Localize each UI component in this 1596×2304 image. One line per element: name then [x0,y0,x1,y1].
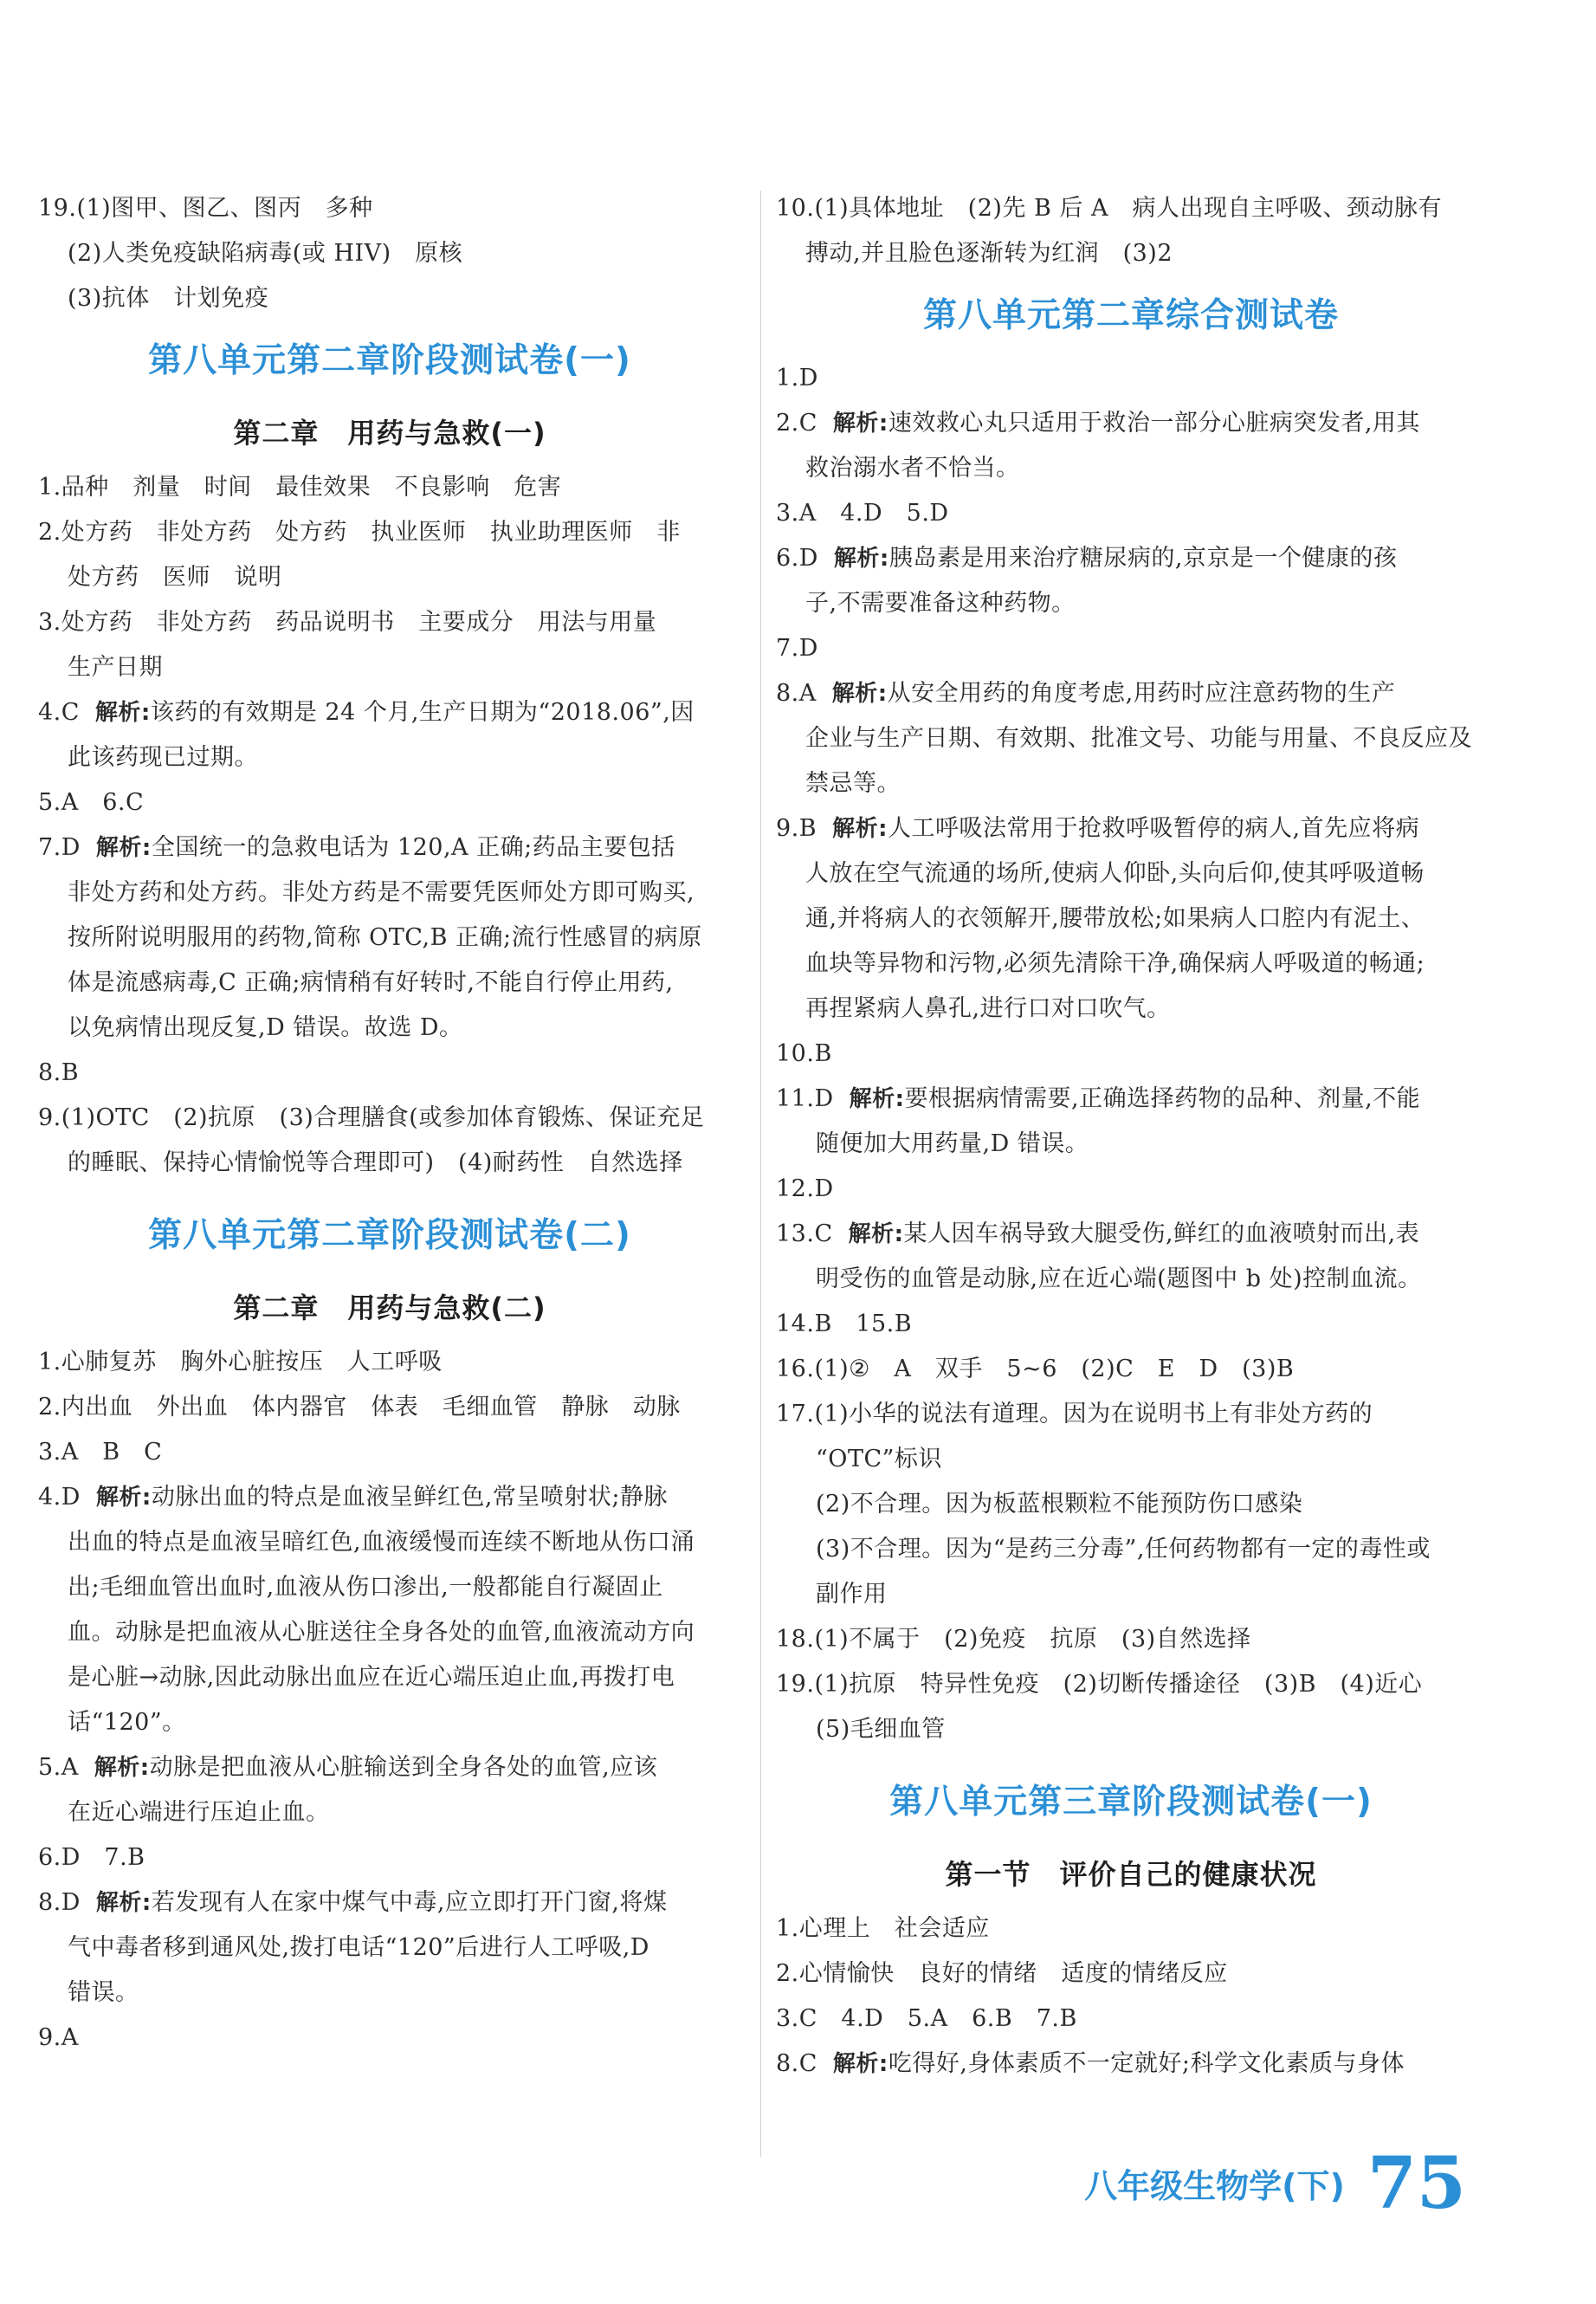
answer-line [38,1475,741,1520]
answer-text: 人工呼吸法常用于抢救呼吸暂停的病人,首先应将病 [888,815,1420,842]
answer-line [776,671,1486,716]
answer-text: 按所附说明服用的药物,简称 OTC,B 正确;流行性感冒的病原 [68,924,702,951]
answer-line [38,231,741,276]
answer-line [38,1610,741,1655]
answer-text: 明受伤的血管是动脉,应在近心端(题图中 b 处)控制血流。 [816,1265,1422,1292]
answer-line [776,536,1486,581]
answer-line [776,761,1486,806]
analysis-label: 解析: [95,1890,152,1916]
answer-line [776,806,1486,851]
answer-number: 8.D [38,1889,81,1916]
section-4-answers [776,1906,1486,2087]
answer-text: 2.处方药 非处方药 处方药 执业医师 执业助理医师 非 [38,519,681,546]
page-footer [1084,2142,1466,2225]
answer-line [776,1392,1486,1437]
answer-number: 7.D [38,834,81,861]
answer-text: 9.A [38,2024,79,2051]
answer-line [38,1385,741,1430]
answer-line [38,1971,741,2016]
answer-line [776,1167,1486,1212]
analysis-label: 解析: [94,700,151,726]
answer-line [38,1880,741,1925]
answer-line [38,1340,741,1385]
answer-line [776,446,1486,491]
answer-line [38,780,741,825]
right-column [776,186,1486,2087]
answer-line [776,1951,1486,1997]
section-subtitle-1: 第二章 用药与急救(一) [233,417,546,450]
analysis-label: 解析: [95,835,152,861]
answer-text: 动脉是把血液从心脏输送到全身各处的血管,应该 [149,1754,658,1781]
answer-text: 非处方药和处方药。非处方药是不需要凭医师处方即可购买, [68,879,695,906]
answer-line [38,916,741,961]
answer-line [776,231,1486,276]
answer-line [776,491,1486,536]
answer-number: 8.A [776,680,817,707]
answer-text: 3.处方药 非处方药 药品说明书 主要成分 用法与用量 [38,609,657,636]
answer-line [38,186,741,231]
answer-text: (5)毛细血管 [816,1716,946,1743]
answer-line [38,645,741,690]
answer-line [776,987,1486,1032]
answer-line [38,1700,741,1745]
answer-text: 18.(1)不属于 (2)免疫 抗原 (3)自然选择 [776,1626,1251,1653]
answer-text: 某人因车祸导致大腿受伤,鲜红的血液喷射而出,表 [903,1220,1420,1247]
answer-line [38,1051,741,1096]
answer-text: 处方药 医师 说明 [68,564,282,591]
analysis-label: 解析: [95,1485,152,1511]
answer-text: 此该药现已过期。 [68,744,258,771]
answer-number: 9.B [776,815,817,842]
answer-text: 在近心端进行压迫止血。 [68,1799,330,1826]
answer-number: 6.D [776,545,818,572]
answer-line [776,581,1486,626]
analysis-label: 解析: [849,1086,905,1112]
answer-line [38,1141,741,1186]
answer-text: 16.(1)② A 双手 5~6 (2)C E D (3)B [776,1356,1295,1382]
section-title-3: 第八单元第二章综合测试卷 [922,296,1339,335]
answer-text: 1.心肺复苏 胸外心脏按压 人工呼吸 [38,1349,443,1375]
answer-text: 的睡眠、保持心情愉悦等合理即可) (4)耐药性 自然选择 [68,1149,683,1176]
answer-text: 搏动,并且脸色逐渐转为红润 (3)2 [805,240,1173,267]
answer-line [38,600,741,645]
left-column [38,186,741,2061]
answer-line [38,555,741,600]
answer-text: 血。动脉是把血液从心脏送往全身各处的血管,血液流动方向 [68,1619,695,1646]
answer-text: 胰岛素是用来治疗糖尿病的,京京是一个健康的孩 [888,545,1398,572]
answer-text: 随便加大用药量,D 错误。 [816,1130,1089,1157]
answer-text: 通,并将病人的衣领解开,腰带放松;如果病人口腔内有泥土、 [805,905,1425,932]
answer-line [38,961,741,1006]
answer-text: 气中毒者移到通风处,拨打电话“120”后进行人工呼吸,D [68,1934,649,1961]
answer-line [38,465,741,510]
answer-line [776,1572,1486,1617]
answer-line [776,1032,1486,1077]
answer-line [776,1302,1486,1347]
section-title-1: 第八单元第二章阶段测试卷(一) [148,341,631,380]
answer-text: 错误。 [68,1979,139,2006]
answer-line [776,1347,1486,1392]
section-subtitle-4: 第一节 评价自己的健康状况 [945,1858,1317,1891]
answer-line [776,716,1486,761]
answer-line [776,1707,1486,1752]
answer-line [776,1077,1486,1122]
answer-line [38,276,741,321]
analysis-label: 解析: [832,411,888,437]
answer-line [776,626,1486,671]
answer-text: “OTC”标识 [816,1446,942,1472]
analysis-label: 解析: [832,816,888,842]
answer-line [38,1430,741,1475]
answer-text: (3)抗体 计划免疫 [68,285,269,312]
answer-text: 要根据病情需要,正确选择药物的品种、剂量,不能 [904,1085,1421,1112]
answer-text: 出;毛细血管出血时,血液从伤口渗出,一般都能自行凝固止 [68,1574,663,1601]
answer-line [776,186,1486,231]
answer-text: 14.B 15.B [776,1311,913,1337]
answer-line [776,942,1486,987]
analysis-label: 解析: [831,681,888,707]
page-number: 75 [1367,2142,1466,2225]
answer-text: 19.(1)抗原 特异性免疫 (2)切断传播途径 (3)B (4)近心 [776,1671,1423,1698]
answer-line [38,1745,741,1790]
answer-line [776,1437,1486,1482]
answer-line [38,1655,741,1700]
answer-text: 生产日期 [68,654,163,681]
answer-line [776,851,1486,896]
answer-line [38,825,741,870]
answer-text: (3)不合理。因为“是药三分毒”,任何药物都有一定的毒性或 [816,1536,1431,1563]
answer-text: 血块等异物和污物,必须先清除干净,确保病人呼吸道的畅通; [805,950,1425,977]
column-divider [760,191,761,2157]
answer-text: 12.D [776,1175,834,1202]
answer-line [776,1906,1486,1951]
answer-text: 吃得好,身体素质不一定就好;科学文化素质与身体 [888,2050,1405,2077]
answer-line [38,1565,741,1610]
answer-text: 该药的有效期是 24 个月,生产日期为“2018.06”,因 [150,699,695,726]
answer-text: 企业与生产日期、有效期、批准文号、功能与用量、不良反应及 [805,725,1472,752]
answer-line [776,1527,1486,1572]
answer-text: 以免病情出现反复,D 错误。故选 D。 [68,1014,463,1041]
answer-text: 19.(1)图甲、图乙、图丙 多种 [38,195,373,222]
answer-number: 11.D [776,1085,834,1112]
answer-text: 动脉出血的特点是血液呈鲜红色,常呈喷射状;静脉 [151,1484,669,1511]
answer-line [38,735,741,780]
answer-text: 全国统一的急救电话为 120,A 正确;药品主要包括 [151,834,675,861]
answer-line [38,870,741,916]
answer-text: 3.C 4.D 5.A 6.B 7.B [776,2005,1077,2032]
answer-line [38,1520,741,1565]
answer-text: 若发现有人在家中煤气中毒,应立即打开门窗,将煤 [151,1889,668,1916]
question-19-tail [38,186,741,321]
answer-line [38,1096,741,1141]
answer-text: 速效救心丸只适用于救治一部分心脏病突发者,用其 [888,410,1420,437]
section-2-answers [38,1340,741,2061]
answer-line [776,1997,1486,2042]
answer-text: 2.心情愉快 良好的情绪 适度的情绪反应 [776,1960,1228,1987]
answer-text: 17.(1)小华的说法有道理。因为在说明书上有非处方药的 [776,1401,1373,1427]
answer-text: 体是流感病毒,C 正确;病情稍有好转时,不能自行停止用药, [68,969,674,996]
answer-text: 再捏紧病人鼻孔,进行口对口吹气。 [805,995,1171,1022]
answer-text: 出血的特点是血液呈暗红色,血液缓慢而连续不断地从伤口涌 [68,1529,695,1556]
analysis-label: 解析: [848,1221,904,1247]
answer-line [776,1662,1486,1707]
answer-text: 是心脏→动脉,因此动脉出血应在近心端压迫止血,再拨打电 [68,1664,675,1691]
answer-line [38,1006,741,1051]
answer-line [776,1257,1486,1302]
answer-text: 1.心理上 社会适应 [776,1915,990,1942]
section-3-answers [776,356,1486,1752]
answer-text: 副作用 [816,1581,888,1608]
answer-line [38,1925,741,1971]
answer-text: 子,不需要准备这种药物。 [805,590,1076,617]
answer-text: 话“120”。 [68,1709,186,1736]
analysis-label: 解析: [833,546,889,572]
answer-text: (2)人类免疫缺陷病毒(或 HIV) 原核 [68,240,463,267]
section-subtitle-2: 第二章 用药与急救(二) [233,1291,546,1324]
answer-line [776,1617,1486,1662]
answer-text: 人放在空气流通的场所,使病人仰卧,头向后仰,使其呼吸道畅 [805,860,1425,887]
answer-line [38,1790,741,1835]
answer-text: 2.内出血 外出血 体内器官 体表 毛细血管 静脉 动脉 [38,1394,681,1421]
answer-line [38,2016,741,2061]
answer-text: 从安全用药的角度考虑,用药时应注意药物的生产 [887,680,1396,707]
grade-subject-label: 八年级生物学(下) [1084,2167,1345,2205]
answer-line [776,1212,1486,1257]
answer-text: 3.A B C [38,1439,163,1466]
question-10-tail [776,186,1486,276]
answer-number: 4.C [38,699,80,726]
answer-text: 3.A 4.D 5.D [776,500,949,527]
section-title-4: 第八单元第三章阶段测试卷(一) [889,1783,1373,1822]
analysis-label: 解析: [832,2051,888,2077]
answer-number: 5.A [38,1754,79,1781]
answer-text: 1.D [776,365,818,392]
answer-line [776,1122,1486,1167]
analysis-label: 解析: [94,1755,150,1781]
answer-text: 6.D 7.B [38,1844,145,1871]
answer-text: (2)不合理。因为板蓝根颗粒不能预防伤口感染 [816,1491,1303,1518]
answer-number: 4.D [38,1484,81,1511]
answer-text: 救治溺水者不恰当。 [805,455,1020,482]
section-title-2: 第八单元第二章阶段测试卷(二) [148,1216,631,1255]
answer-number: 8.C [776,2050,817,2077]
answer-text: 1.品种 剂量 时间 最佳效果 不良影响 危害 [38,474,562,501]
section-1-answers [38,465,741,1186]
answer-text: 10.(1)具体地址 (2)先 B 后 A 病人出现自主呼吸、颈动脉有 [776,195,1443,222]
answer-number: 2.C [776,410,817,437]
answer-text: 7.D [776,635,818,662]
answer-line [776,401,1486,446]
answer-text: 9.(1)OTC (2)抗原 (3)合理膳食(或参加体育锻炼、保证充足 [38,1104,705,1131]
answer-line [38,1835,741,1880]
answer-line [776,896,1486,942]
answer-line [776,356,1486,401]
answer-text: 8.B [38,1059,80,1086]
answer-line [38,690,741,735]
answer-line [38,510,741,555]
answer-text: 禁忌等。 [805,770,901,797]
answer-line [776,2042,1486,2087]
answer-text: 10.B [776,1040,832,1067]
answer-number: 13.C [776,1220,833,1247]
answer-text: 5.A 6.C [38,789,145,816]
answer-line [776,1482,1486,1527]
